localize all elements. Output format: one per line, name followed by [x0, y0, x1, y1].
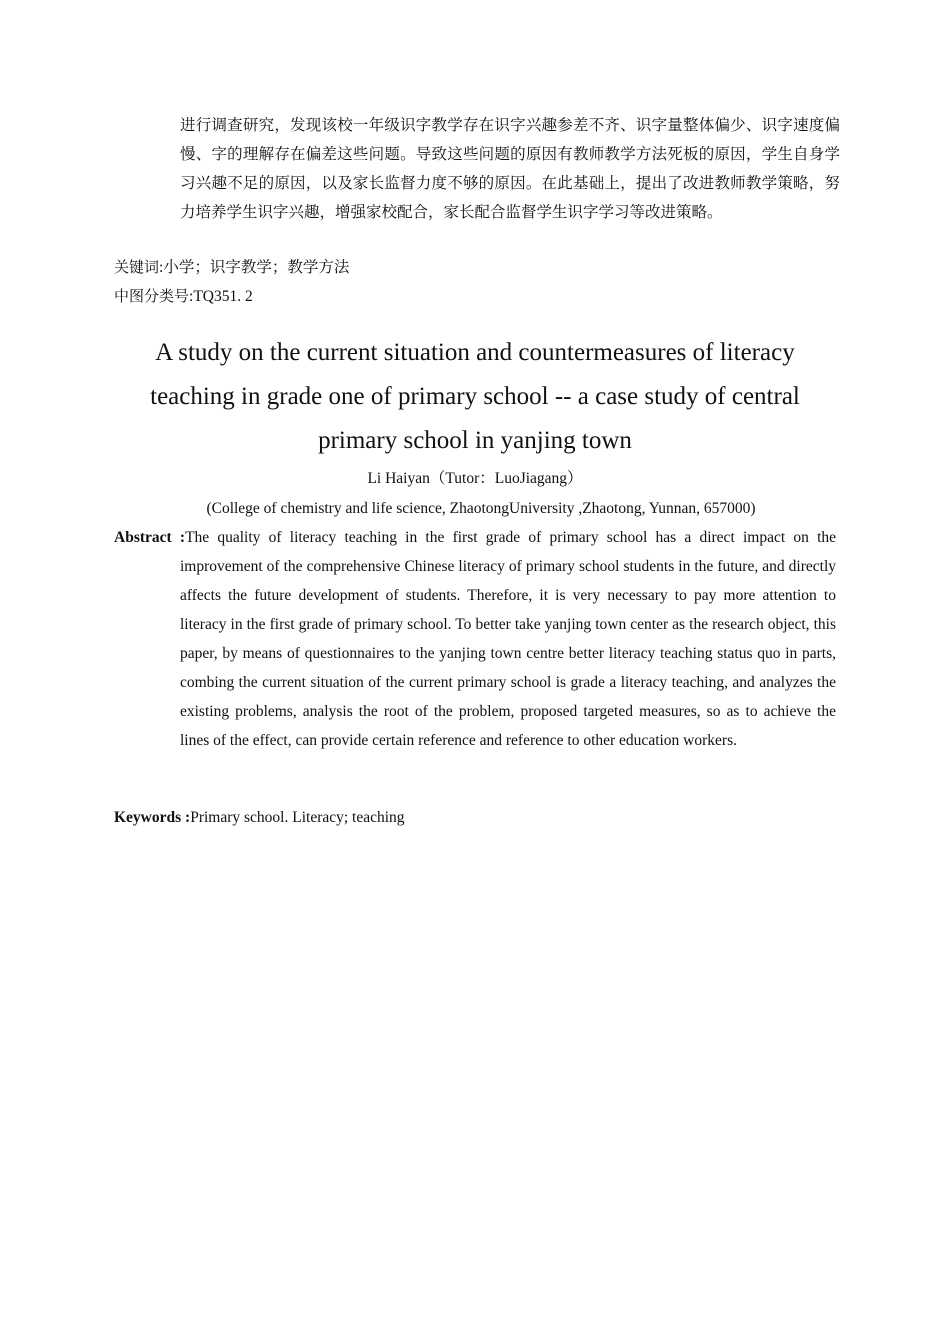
- author-line: Li Haiyan（Tutor：LuoJiagang）: [367, 470, 583, 487]
- english-keywords-value: Primary school. Literacy; teaching: [190, 809, 405, 826]
- english-abstract-label: Abstract :: [114, 529, 186, 546]
- chinese-abstract-tail: 进行调查研究，发现该校一年级识字教学存在识字兴趣参差不齐、识字量整体偏少、识字速度偏慢、字的理解存在偏差这些问题。导致这些问题的原因有教师教学方法死板的原因，学生自身学习兴趣不足的原因，以及家长监督力度不够的原因。在此基础上，提出了改进教师教学策略，努力培养学生识字兴趣，增强家校配合，家长配合监督学生识字学习等改进策略。: [180, 117, 840, 221]
- chinese-keywords-label: 关键词: [114, 258, 160, 276]
- classification-number-value: TQ351. 2: [193, 288, 253, 305]
- chinese-keywords-value: 小学；识字教学；教学方法: [163, 259, 350, 276]
- affiliation-line: (College of chemistry and life science, ZhaotongUniversity ,Zhaotong, Yunnan, 657000): [206, 500, 756, 517]
- classification-number-line: [114, 282, 253, 311]
- chinese-keywords-line: [114, 253, 349, 282]
- english-keywords-line: [114, 803, 405, 832]
- english-abstract-text: The quality of literacy teaching in the first grade of primary school has a direct impact on the improvement of the comprehensive Chinese literacy of primary school students in the future, and directly affects the future development of students. Therefore, it is very necessary to pay more attention to literacy in the first grade of primary school. To better take yanjing town center as the research object, this paper, by means of questionnaires to the yanjing town centre better literacy teaching status quo in parts, combing the current situation of the current primary school is grade a literacy teaching, and analyzes the existing problems, analysis the root of the problem, proposed targeted measures, so as to achieve the lines of the effect, can provide certain reference and reference to other education workers.: [180, 529, 837, 749]
- classification-number-label: 中图分类号: [114, 287, 190, 305]
- english-keywords-label: Keywords :: [114, 809, 191, 826]
- classification-number-colon: :: [189, 288, 194, 305]
- english-abstract: [114, 523, 836, 755]
- chinese-keywords-colon: :: [159, 259, 164, 276]
- english-title: A study on the current situation and countermeasures of literacy teaching in grade one of primary school -- a case study of central primary school in yanjing town: [150, 339, 800, 454]
